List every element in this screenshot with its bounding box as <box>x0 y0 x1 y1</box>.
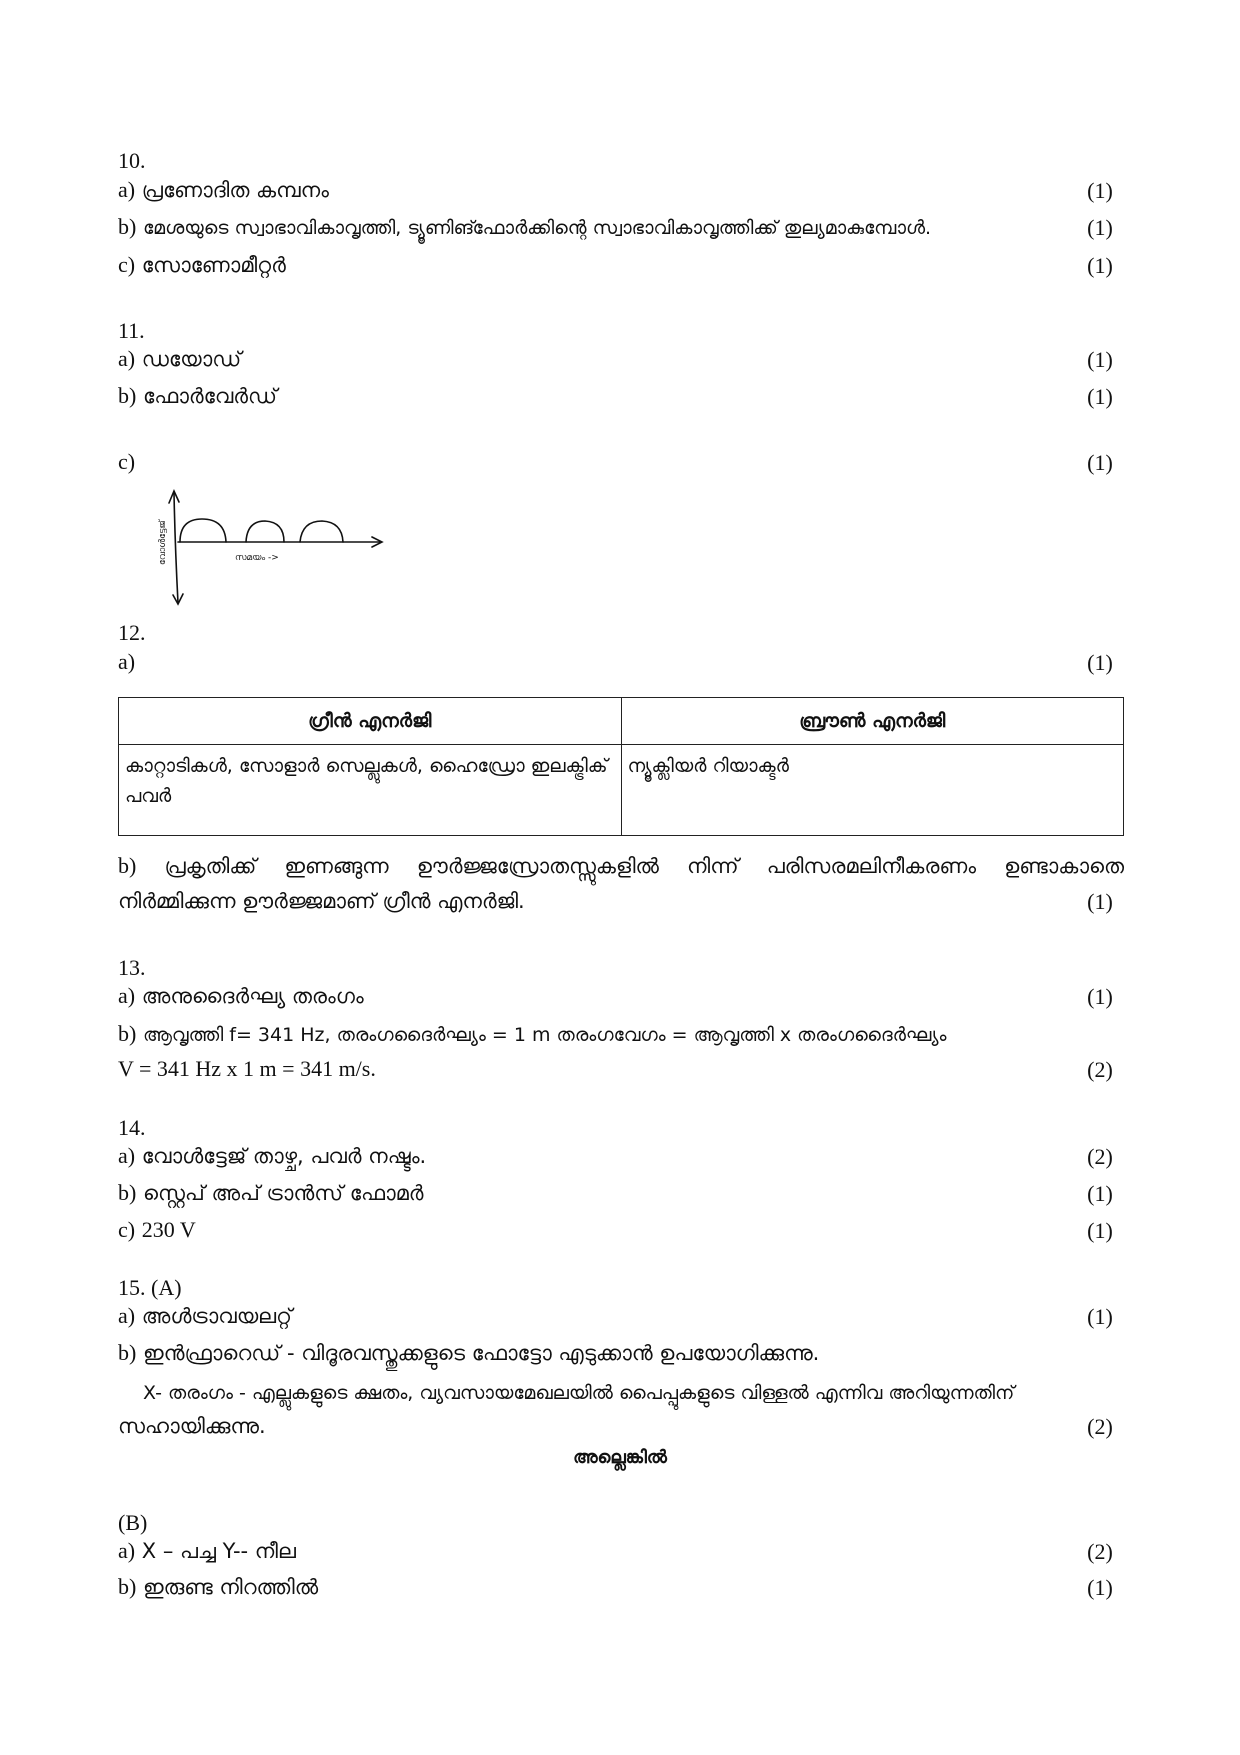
q11-a-label: a) <box>118 346 136 371</box>
q15-b-text: ഇൻഫ്രാറെഡ് - വിദൂരവസ്തുക്കളുടെ ഫോട്ടോ എടുക്കാൻ ഉപയോഗിക്കുന്നു. <box>143 1341 820 1365</box>
q15-Ba-text: X – പച്ച Y-- നീല <box>141 1539 296 1563</box>
table-row <box>119 745 1124 836</box>
q15-x-text-1: X- തരംഗം - എല്ലുകളുടെ ക്ഷതം, വ്യവസായമേഖലയിൽ പൈപ്പുകളുടെ വിള്ളൽ എന്നിവ അറിയുന്നതിന് <box>143 1382 1015 1404</box>
q12-a-mark: (1) <box>1087 650 1113 675</box>
q13-a-answer <box>118 982 1118 1010</box>
table-header-row <box>119 698 1124 745</box>
question-14-number: 14. <box>118 1115 146 1140</box>
q15-b-answer <box>118 1339 1118 1367</box>
q13-a-mark: (1) <box>1087 984 1113 1009</box>
q13-b-text-2: V = 341 Hz x 1 m = 341 m/s. <box>118 1056 376 1081</box>
table-cell-green-examples: കാറ്റാടികൾ, സോളാർ സെല്ലുകൾ, ഹൈഡ്രോ ഇലക്ട്രിക് പവർ <box>119 745 622 836</box>
q13-b-mark: (2) <box>1087 1057 1113 1082</box>
q11-b-mark: (1) <box>1087 384 1113 409</box>
q11-c-mark: (1) <box>1087 450 1113 475</box>
q15-Bb-text: ഇരുണ്ട നിറത്തിൽ <box>143 1575 319 1599</box>
q13-a-label: a) <box>118 983 136 1008</box>
q15-x-line2 <box>118 1412 1118 1440</box>
q12-b-mark: (1) <box>1087 889 1113 914</box>
question-10-number: 10. <box>118 148 146 173</box>
q13-b-line1 <box>118 1020 1118 1049</box>
q10-c-answer <box>118 251 1118 279</box>
q14-b-label: b) <box>118 1180 137 1205</box>
q15-x-text-2: സഹായിക്കുന്നു. <box>118 1414 266 1438</box>
q14-b-mark: (1) <box>1087 1181 1113 1206</box>
q11-c-answer <box>118 448 1118 476</box>
q11-b-label: b) <box>118 383 137 408</box>
q15-x-line1 <box>143 1378 1128 1407</box>
question-13-number: 13. <box>118 955 146 980</box>
table-header-brown-energy: ബ്രൗൺ എനർജി <box>621 698 1124 745</box>
q14-a-mark: (2) <box>1087 1144 1113 1169</box>
q10-b-answer <box>118 213 1118 242</box>
q15-a-mark: (1) <box>1087 1304 1113 1329</box>
energy-comparison-table <box>118 697 1124 836</box>
half-wave-rectifier-graph <box>150 485 395 610</box>
table-cell-brown-examples: ന്യൂക്ലിയർ റിയാക്ടർ <box>621 745 1124 836</box>
q11-a-mark: (1) <box>1087 347 1113 372</box>
q11-a-text: ഡയോഡ് <box>141 347 242 371</box>
graph-hump-3 <box>300 521 343 542</box>
graph-hump-1 <box>180 519 226 542</box>
q10-b-label: b) <box>118 214 137 239</box>
q14-a-answer <box>118 1142 1118 1170</box>
q11-c-label: c) <box>118 449 136 474</box>
graph-x-label: സമയം -> <box>235 553 279 563</box>
q14-b-text: സ്റ്റെപ് അപ് ട്രാൻസ് ഫോമർ <box>143 1181 424 1205</box>
q12-b-text-2: നിർമ്മിക്കുന്ന ഊർജ്ജമാണ് ഗ്രീൻ എനർജി. <box>118 889 525 913</box>
q12-b-label: b) <box>118 853 137 878</box>
table-header-green-energy: ഗ്രീൻ എനർജി <box>119 698 622 745</box>
question-15-number: 15. (A) <box>118 1275 182 1300</box>
q14-c-answer <box>118 1216 1118 1244</box>
q14-c-text: 230 V <box>141 1217 196 1242</box>
q11-a-answer <box>118 345 1118 373</box>
q15-b-label: b) <box>118 1340 137 1365</box>
q10-a-answer <box>118 176 1118 204</box>
graph-hump-2 <box>246 521 284 542</box>
graph-y-label: വോൾട്ടേജ് <box>158 520 168 565</box>
q11-b-answer <box>118 382 1118 410</box>
q10-c-label: c) <box>118 252 136 277</box>
graph-y-axis <box>174 493 178 603</box>
q13-a-text: അനുദൈർഘ്യ തരംഗം <box>141 984 364 1008</box>
q15-a-label: a) <box>118 1303 136 1328</box>
q14-a-text: വോൾട്ടേജ് താഴ്ച, പവർ നഷ്ടം. <box>141 1144 427 1168</box>
q15-Ba-mark: (2) <box>1087 1539 1113 1564</box>
q12-b-text-1: പ്രകൃതിക്ക് ഇണങ്ങുന്ന ഊർജ്ജസ്രോതസ്സുകളിൽ നിന്ന് പരിസരമലിനീകരണം ഉണ്ടാകാതെ <box>164 854 1124 878</box>
q14-c-mark: (1) <box>1087 1218 1113 1243</box>
q10-a-mark: (1) <box>1087 178 1113 203</box>
q14-b-answer <box>118 1179 1118 1207</box>
q10-a-text: പ്രണോദിത കമ്പനം <box>141 178 329 202</box>
q14-a-label: a) <box>118 1143 136 1168</box>
q15-Bb-label: b) <box>118 1574 137 1599</box>
q12-a-label: a) <box>118 649 136 674</box>
q15-Ba-answer <box>118 1537 1118 1565</box>
q10-b-text: മേശയുടെ സ്വാഭാവികാവൃത്തി, ട്യൂണിങ്ഫോർക്കിന്റെ സ്വാഭാവികാവൃത്തിക്ക് തുല്യമാകുമ്പോൾ. <box>143 217 932 239</box>
q15-a-answer <box>118 1302 1118 1330</box>
q15-Bb-mark: (1) <box>1087 1575 1113 1600</box>
q15-Ba-label: a) <box>118 1538 136 1563</box>
q10-a-label: a) <box>118 177 136 202</box>
q13-b-text-1: ആവൃത്തി f= 341 Hz, തരംഗദൈർഘ്യം = 1 m തരംഗവേഗം = ആവൃത്തി x തരംഗദൈർഘ്യം <box>143 1024 947 1046</box>
question-11-number: 11. <box>118 318 145 343</box>
q15-Bb-answer <box>118 1573 1118 1601</box>
or-divider: അല്ലെങ്കിൽ <box>573 1447 667 1468</box>
q15-x-mark: (2) <box>1087 1414 1113 1439</box>
question-12-number: 12. <box>118 620 146 645</box>
q12-a-answer <box>118 648 1118 676</box>
q14-c-label: c) <box>118 1217 136 1242</box>
q11-b-text: ഫോർവേർഡ് <box>143 384 277 408</box>
q15-a-text: അൾട്രാവയലറ്റ് <box>141 1304 292 1328</box>
q13-b-label: b) <box>118 1021 137 1046</box>
q12-b-line2 <box>118 887 1118 915</box>
q13-b-line2 <box>118 1055 1118 1083</box>
q12-b-line1 <box>118 852 1124 880</box>
q10-c-mark: (1) <box>1087 253 1113 278</box>
q10-b-mark: (1) <box>1087 215 1113 240</box>
q10-c-text: സോണോമീറ്റർ <box>141 253 286 277</box>
question-15-b-number: (B) <box>118 1510 148 1535</box>
